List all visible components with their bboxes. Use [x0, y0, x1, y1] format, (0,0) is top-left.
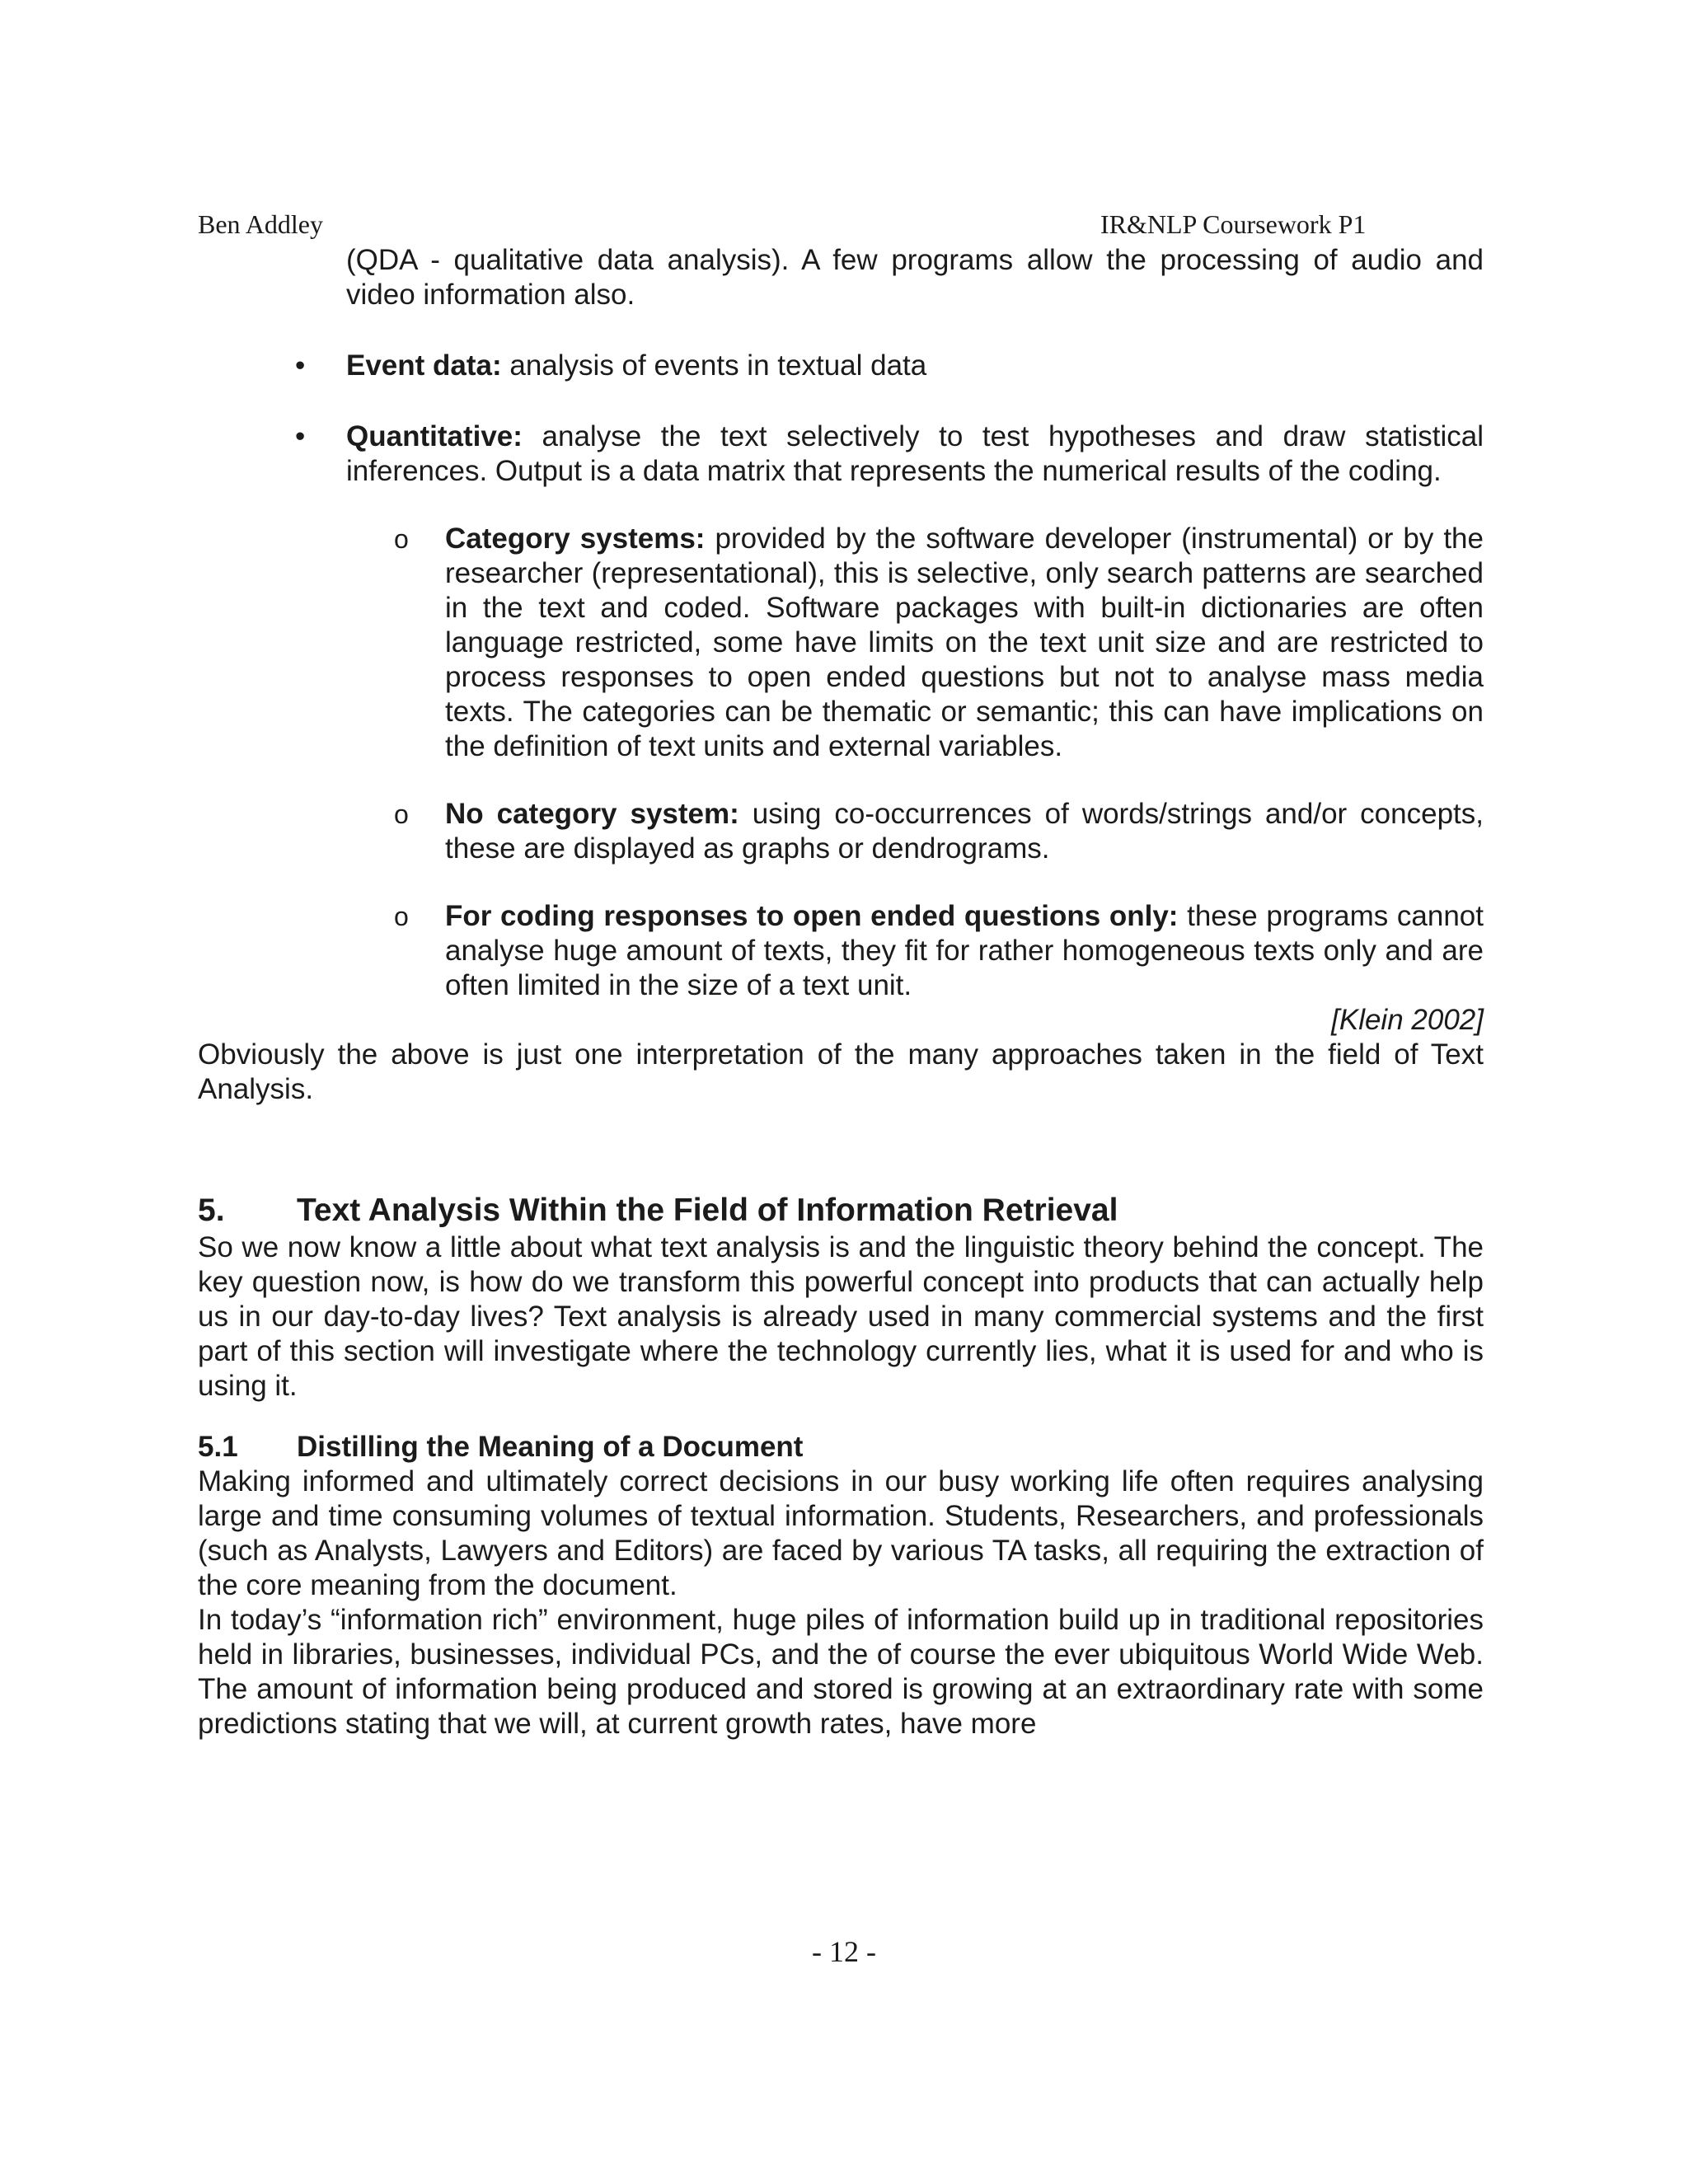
bullet-dot-icon: •	[295, 349, 306, 382]
intro-continuation: (QDA - qualitative data analysis). A few programs allow the processing of audio and video information also.	[346, 244, 1484, 311]
page-body	[198, 243, 1484, 1741]
subbullet-text: provided by the software developer (instrumental) or by the researcher (representational), this is selective, only search patterns are searched in the text and coded. Software packages with built-in dictionaries are often language restricted, some have limits on the text unit size and are restricted to process responses to open ended questions but not to analyse mass media texts. The categories can be thematic or semantic; this can have implications on the definition of text units and external variables.	[445, 523, 1484, 762]
subbullet-text: these programs cannot analyse huge amount of texts, they fit for rather homogeneous texts only and are often limited in the size of a text unit.	[445, 900, 1484, 1001]
bullet-label: Event data:	[346, 349, 502, 382]
subbullet-label: For coding responses to open ended questions only:	[445, 900, 1179, 932]
bullet-circle-icon: o	[394, 799, 409, 829]
bullet-text: analyse the text selectively to test hypotheses and draw statistical inferences. Output is a data matrix that represents the numerical results of the coding.	[346, 420, 1484, 487]
subbullet-item-category-systems	[198, 522, 1484, 764]
bullet-text: analysis of events in textual data	[501, 349, 927, 382]
section-title: Text Analysis Within the Field of Information Retrieval	[297, 1193, 1118, 1228]
bullet-item-quantitative	[198, 419, 1484, 489]
section-number: 5.	[198, 1193, 225, 1228]
paragraph-interpretation: Obviously the above is just one interpretation of the many approaches taken in the field of Text Analysis.	[198, 1038, 1484, 1105]
section-5-1-paragraph-1: Making informed and ultimately correct decisions in our busy working life often requires analysing large and time consuming volumes of textual information. Students, Researchers, and professionals (such as Analysts, Lawyers and Editors) are faced by various TA tasks, all requiring the extraction of the core meaning from the document.	[198, 1465, 1484, 1601]
subbullet-label: Category systems:	[445, 523, 706, 555]
subbullet-item-open-ended	[198, 899, 1484, 1003]
bullet-dot-icon: •	[295, 420, 306, 452]
section-heading-5	[198, 1191, 1484, 1230]
bullet-item-event-data	[198, 349, 1484, 383]
subsection-title: Distilling the Meaning of a Document	[297, 1431, 804, 1463]
subbullet-item-no-category-system	[198, 797, 1484, 866]
bullet-circle-icon: o	[394, 524, 409, 554]
bullet-circle-icon: o	[394, 902, 409, 931]
subbullet-text: using co-occurrences of words/strings and/or concepts, these are displayed as graphs or dendrograms.	[445, 798, 1484, 865]
page-number: - 12 -	[812, 1935, 876, 1968]
section-5-1-paragraph-2: In today’s “information rich” environment, huge piles of information build up in traditional repositories held in libraries, businesses, individual PCs, and the of course the ever ubiquitous World Wide Web. The amount of information being produced and stored is growing at an extraordinary rate with some predictions stating that we will, at current growth rates, have more	[198, 1604, 1484, 1740]
subsection-heading-5-1	[198, 1430, 1484, 1465]
section-5-paragraph: So we now know a little about what text analysis is and the linguistic theory behind the concept. The key question now, is how do we transform this powerful concept into products that can actually help us in our day-to-day lives? Text analysis is already used in many commercial systems and the first part of this section will investigate where the technology currently lies, what it is used for and who is using it.	[198, 1231, 1484, 1402]
subbullet-label: No category system:	[445, 798, 739, 830]
bullet-label: Quantitative:	[346, 420, 523, 452]
citation: [Klein 2002]	[1331, 1004, 1484, 1036]
subsection-number: 5.1	[198, 1431, 238, 1463]
header-course: IR&NLP Coursework P1	[1100, 209, 1367, 239]
header-author: Ben Addley	[198, 209, 323, 239]
